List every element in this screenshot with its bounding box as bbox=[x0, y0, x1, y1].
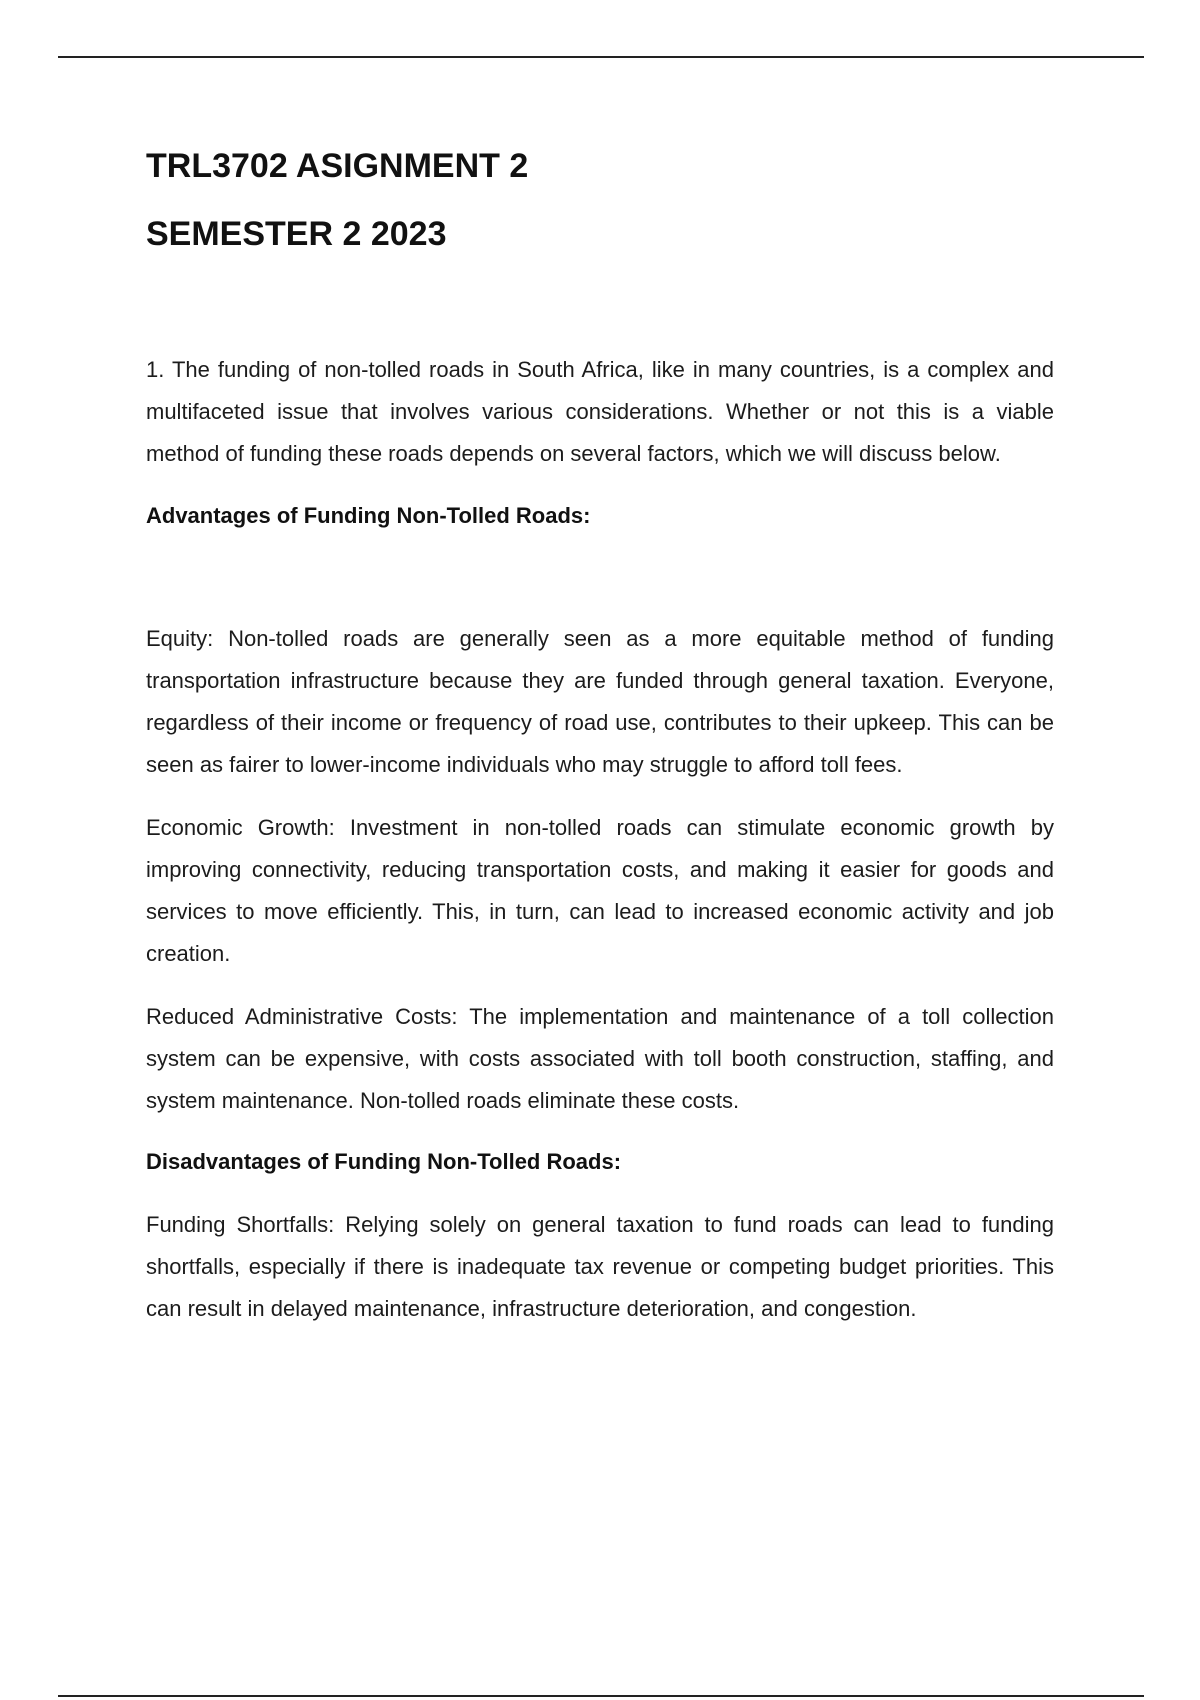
intro-paragraph: 1. The funding of non-tolled roads in South Africa, like in many countries, is a complex and multifaceted issue that involves various considerations. Whether or not this is a viable method of funding these roads depends on several factors, which we will discuss below. bbox=[146, 357, 1054, 466]
bottom-rule bbox=[58, 1695, 1144, 1697]
document-title: TRL3702 ASIGNMENT 2 bbox=[146, 147, 529, 185]
economic-growth-paragraph: Economic Growth: Investment in non-tolled roads can stimulate economic growth by improving connectivity, reducing transportation costs, and making it easier for goods and services to move efficiently. This, in turn, can lead to increased economic activity and job creation. bbox=[146, 815, 1054, 966]
funding-shortfalls-paragraph: Funding Shortfalls: Relying solely on general taxation to fund roads can lead to funding shortfalls, especially if there is inadequate tax revenue or competing budget priorities. This can result in delayed maintenance, infrastructure deterioration, and congestion. bbox=[146, 1212, 1054, 1321]
document-subtitle: SEMESTER 2 2023 bbox=[146, 215, 447, 253]
equity-paragraph: Equity: Non-tolled roads are generally seen as a more equitable method of funding transportation infrastructure because they are funded through general taxation. Everyone, regardless of their income or frequency of road use, contributes to their upkeep. This can be seen as fairer to lower-income individuals who may struggle to afford toll fees. bbox=[146, 626, 1054, 777]
document-body bbox=[146, 140, 1054, 1330]
advantages-heading: Advantages of Funding Non-Tolled Roads: bbox=[146, 503, 591, 528]
top-rule bbox=[58, 56, 1144, 58]
reduced-admin-costs-paragraph: Reduced Administrative Costs: The implementation and maintenance of a toll collection system can be expensive, with costs associated with toll booth construction, staffing, and system maintenance. Non-tolled roads eliminate these costs. bbox=[146, 1004, 1054, 1113]
disadvantages-heading: Disadvantages of Funding Non-Tolled Roads: bbox=[146, 1149, 622, 1174]
